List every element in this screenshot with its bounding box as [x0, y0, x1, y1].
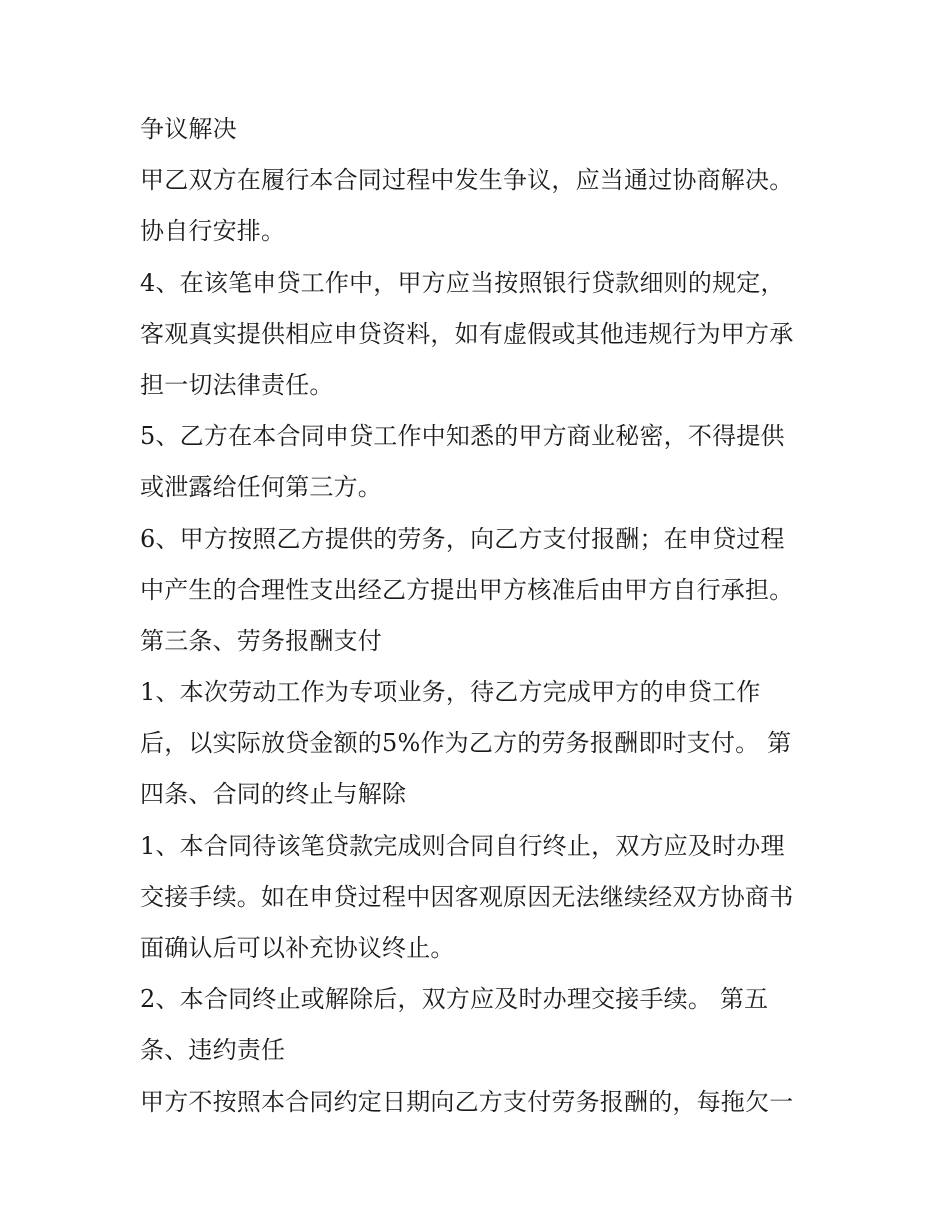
text-line: 协自行安排。 — [140, 217, 286, 246]
text-line: 或泄露给任何第三方。 — [140, 473, 382, 502]
text-line: 后，以实际放贷金额的5%作为乙方的劳务报酬即时支付。 第 — [140, 729, 792, 758]
text-line: 1、本次劳动工作为专项业务，待乙方完成甲方的申贷工作 — [140, 678, 761, 707]
text-line: 中产生的合理性支出经乙方提出甲方核准后由甲方自行承担。 — [140, 575, 794, 604]
text-line: 4、在该笔申贷工作中，甲方应当按照银行贷款细则的规定， — [140, 268, 785, 297]
text-line: 争议解决 — [140, 115, 237, 143]
text-line: 担一切法律责任。 — [140, 370, 334, 399]
text-line: 四条、合同的终止与解除 — [140, 780, 407, 809]
text-line: 甲乙双方在履行本合同过程中发生争议，应当通过协商解决。 — [140, 166, 794, 195]
text-line: 条、违约责任 — [140, 1036, 286, 1065]
document-body — [140, 104, 820, 1128]
text-line: 甲方不按照本合同约定日期向乙方支付劳务报酬的，每拖欠一 — [140, 1087, 794, 1116]
text-line: 交接手续。如在申贷过程中因客观原因无法继续经双方协商书 — [140, 882, 794, 911]
text-line: 1、本合同待该笔贷款完成则合同自行终止，双方应及时办理 — [140, 831, 785, 860]
text-line: 面确认后可以补充协议终止。 — [140, 934, 455, 962]
text-line: 2、本合同终止或解除后，双方应及时办理交接手续。 第五 — [140, 985, 769, 1014]
section-heading: 第三条、劳务报酬支付 — [140, 626, 382, 655]
text-line: 6、甲方按照乙方提供的劳务，向乙方支付报酬；在申贷过程 — [140, 524, 785, 553]
text-line: 5、乙方在本合同申贷工作中知悉的甲方商业秘密，不得提供 — [140, 422, 785, 451]
text-line: 客观真实提供相应申贷资料，如有虚假或其他违规行为甲方承 — [140, 319, 794, 348]
